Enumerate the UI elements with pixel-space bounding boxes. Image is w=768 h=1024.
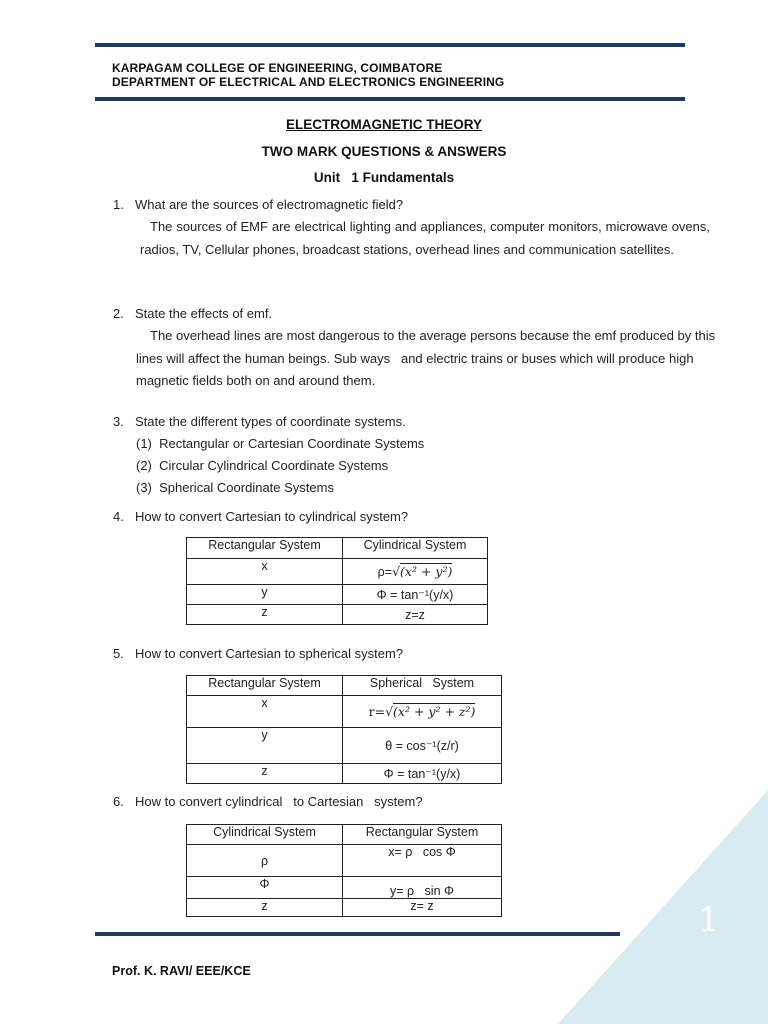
- table-cell: y: [187, 728, 343, 764]
- question-6: 6. How to convert cylindrical to Cartesian system?: [113, 794, 423, 809]
- table-cell-r-formula: r=√(x² + y² + z²): [343, 696, 502, 728]
- question-4: 4. How to convert Cartesian to cylindrical system?: [113, 509, 409, 524]
- answer-2: The overhead lines are most dangerous to the average persons because the emf produced by this lines will affect the human beings. Sub ways and electric trains or buses which will produce high magnetic fields both on and around them.: [136, 328, 719, 388]
- footer-rule: [95, 932, 620, 936]
- question-3-text: State the different types of coordinate systems.: [135, 414, 406, 429]
- corner-decoration: [558, 790, 768, 1024]
- cartesian-to-spherical-table: [186, 675, 502, 784]
- answer-1: The sources of EMF are electrical lighting and appliances, computer monitors, microwave ovens, radios, TV, Cellular phones, broadcast stations, overhead lines and communication satellites.: [140, 219, 710, 257]
- table-cell: Φ = tan⁻¹(y/x): [343, 764, 502, 784]
- question-4-text: How to convert Cartesian to cylindrical system?: [135, 509, 409, 524]
- subject-title: ELECTROMAGNETIC THEORY: [285, 117, 482, 132]
- college-name: KARPAGAM COLLEGE OF ENGINEERING, COIMBATORE: [112, 61, 443, 75]
- table-cell: z: [187, 605, 343, 625]
- header-rule-bottom: [95, 97, 685, 101]
- table-cell: x: [187, 559, 343, 585]
- unit-title: Unit 1 Fundamentals: [313, 170, 455, 185]
- table-cell: θ = cos⁻¹(z/r): [343, 728, 502, 764]
- table-cell: z= z: [343, 899, 502, 917]
- table-cell: ρ: [187, 845, 343, 877]
- document-subtitle: TWO MARK QUESTIONS & ANSWERS: [261, 144, 507, 159]
- table-cell: Φ = tan⁻¹(y/x): [343, 585, 488, 605]
- question-5-text: How to convert Cartesian to spherical system?: [135, 646, 404, 661]
- question-3: 3. State the different types of coordinate systems.: [113, 414, 406, 429]
- table-cell: x= ρ cos Φ: [343, 845, 502, 877]
- cylindrical-to-cartesian-table: [186, 824, 502, 917]
- table-cell-rho-formula: ρ=√(x² + y²): [343, 559, 488, 585]
- table-cell: y= ρ sin Φ: [343, 877, 502, 899]
- table-header: Cylindrical System: [343, 538, 488, 559]
- header: [112, 61, 504, 89]
- footer-author: Prof. K. RAVI/ EEE/KCE: [112, 964, 251, 978]
- department-name: DEPARTMENT OF ELECTRICAL AND ELECTRONICS ENGINEERING: [112, 75, 505, 89]
- table-header: Rectangular System: [343, 825, 502, 845]
- table-cell: x: [187, 696, 343, 728]
- table-cell: y: [187, 585, 343, 605]
- table-header: Rectangular System: [187, 676, 343, 696]
- list-item: (3) Spherical Coordinate Systems: [136, 480, 334, 495]
- question-5: 5. How to convert Cartesian to spherical system?: [113, 646, 404, 661]
- question-2: 2. State the effects of emf.: [113, 306, 273, 321]
- corner-triangle: [558, 790, 768, 1024]
- question-2-text: State the effects of emf.: [135, 306, 273, 321]
- table-cell: Φ: [187, 877, 343, 899]
- page-number: 1: [698, 900, 720, 940]
- question-1-text: What are the sources of electromagnetic field?: [135, 197, 404, 212]
- table-cell: z: [187, 764, 343, 784]
- list-item: (1) Rectangular or Cartesian Coordinate Systems: [136, 436, 425, 451]
- cartesian-to-cylindrical-table: [186, 537, 488, 625]
- table-header: Spherical System: [343, 676, 502, 696]
- header-rule-top: [95, 43, 685, 47]
- table-header: Cylindrical System: [187, 825, 343, 845]
- list-item: (2) Circular Cylindrical Coordinate Systems: [136, 458, 389, 473]
- table-cell: z: [187, 899, 343, 917]
- question-1: 1. What are the sources of electromagnetic field?: [113, 197, 404, 212]
- table-cell: z=z: [343, 605, 488, 625]
- table-header: Rectangular System: [187, 538, 343, 559]
- question-6-text: How to convert cylindrical to Cartesian system?: [135, 794, 423, 809]
